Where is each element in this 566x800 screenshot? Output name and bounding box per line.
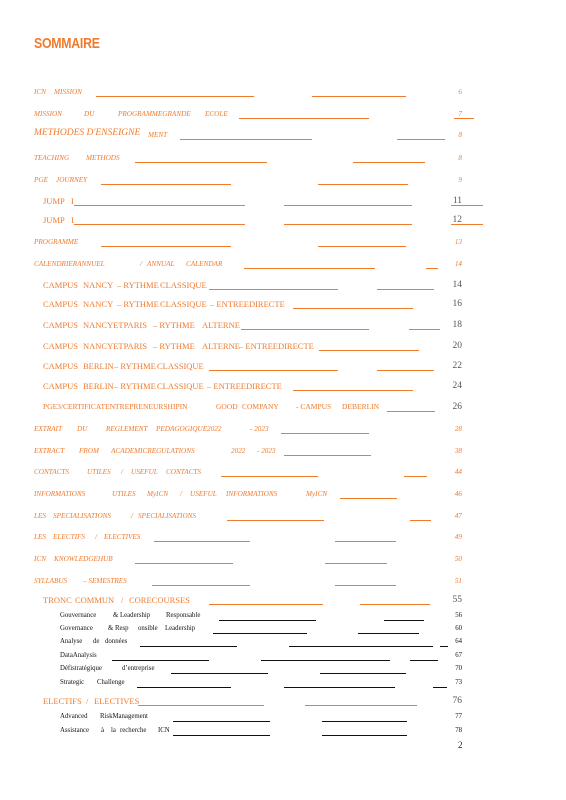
toc-entry[interactable] — [43, 340, 462, 352]
leader-line — [319, 350, 419, 351]
toc-entry-label: de — [93, 638, 100, 645]
toc-entry-label: NANCYETPARIS — [83, 320, 147, 330]
toc-entry-label: USEFUL — [131, 468, 158, 476]
toc-entry[interactable] — [34, 531, 462, 543]
toc-entry[interactable] — [34, 445, 462, 457]
toc-entry-page: 56 — [455, 612, 462, 619]
toc-entry-label: MENT — [148, 131, 168, 139]
leader-line — [409, 329, 440, 330]
leader-line — [289, 646, 433, 647]
toc-entry-label: Analyse — [60, 638, 83, 645]
toc-entry-label: DEBERLIN — [342, 402, 380, 411]
toc-entry-label: CAMPUS — [43, 320, 78, 330]
toc-entry-label: - CAMPUS — [296, 402, 332, 411]
toc-entry-label: CAMPUS — [43, 341, 78, 351]
toc-entry-label: KNOWLEDGEHUB — [54, 555, 113, 563]
toc-entry-label: TRONC — [43, 595, 72, 605]
toc-entry-label: COMMUN — [75, 595, 115, 605]
toc-entry-label: UTILES — [112, 490, 136, 498]
leader-line — [101, 246, 231, 247]
toc-entry-label: DU — [84, 110, 95, 118]
toc-entry-page: 76 — [452, 696, 462, 706]
toc-entry[interactable] — [60, 725, 462, 737]
toc-entry-label: ICN — [34, 555, 46, 563]
leader-line — [74, 224, 245, 225]
leader-line — [433, 687, 447, 688]
toc-entry-label: SPECIALISATIONS — [138, 512, 197, 520]
toc-entry-label: DU — [77, 425, 88, 433]
toc-entry-label: – ENTREEDIRECTE — [210, 299, 285, 309]
leader-line — [173, 721, 270, 722]
leader-line — [281, 433, 369, 434]
toc-entry-label: Advanced — [60, 713, 88, 720]
toc-entry-label: ELECTIFS — [53, 533, 85, 541]
leader-line — [138, 705, 264, 706]
toc-entry-label: JOURNEY — [56, 176, 88, 184]
leader-line — [325, 563, 387, 564]
toc-entry-label: – RYTHME — [153, 320, 195, 330]
toc-entry-label: I — [71, 196, 74, 206]
toc-entry-page: 70 — [455, 665, 462, 672]
leader-line — [360, 604, 430, 605]
toc-entry[interactable] — [43, 319, 462, 331]
toc-entry-label: – RYTHME — [117, 280, 159, 290]
leader-line — [340, 498, 397, 499]
leader-line — [209, 370, 338, 371]
toc-entry-page: 16 — [452, 299, 462, 309]
leader-line — [318, 184, 408, 185]
toc-entry[interactable] — [60, 663, 462, 675]
toc-entry-label: PEDAGOGIQUE2022 — [156, 425, 222, 433]
toc-entry[interactable] — [34, 510, 462, 522]
toc-entry-label: Responsable — [166, 612, 201, 619]
leader-line — [318, 246, 406, 247]
leader-line — [410, 520, 431, 521]
toc-entry-page: 13 — [454, 238, 462, 246]
toc-entry-page: 12 — [452, 215, 462, 225]
toc-entry-label: CAMPUS — [43, 361, 78, 371]
leader-line — [209, 604, 323, 605]
leader-line — [239, 118, 369, 119]
toc-entry-page: 49 — [454, 533, 462, 541]
toc-entry[interactable] — [43, 380, 462, 392]
toc-entry-page: 60 — [455, 625, 462, 632]
toc-entry[interactable] — [43, 360, 462, 372]
toc-entry[interactable] — [34, 488, 462, 500]
toc-entry-label: MISSION — [54, 88, 82, 96]
leader-line — [135, 162, 267, 163]
toc-entry-label: PROGRAMMEGRANDE — [118, 110, 191, 118]
toc-entry[interactable] — [34, 466, 462, 478]
toc-entry-page: 22 — [452, 361, 462, 371]
toc-entry-label: – RYTHME — [153, 341, 195, 351]
toc-entry-label: ALTERNE — [202, 341, 240, 351]
toc-entry[interactable] — [34, 236, 462, 248]
toc-entry-label: d’entreprise — [122, 665, 155, 672]
toc-entry-label: NANCYETPARIS — [83, 341, 147, 351]
leader-line — [440, 646, 448, 647]
toc-entry[interactable] — [60, 677, 462, 689]
toc-entry[interactable] — [60, 711, 462, 723]
leader-line — [322, 721, 407, 722]
toc-entry-page: 46 — [454, 490, 462, 498]
leader-line — [335, 541, 396, 542]
toc-entry-label: REGLEMENT — [106, 425, 148, 433]
toc-entry-label: JUMP — [43, 196, 65, 206]
leader-line — [284, 687, 395, 688]
toc-entry-label: COMPANY — [242, 402, 279, 411]
leader-line — [358, 633, 419, 634]
toc-entry-label: I — [71, 215, 74, 225]
toc-entry[interactable] — [60, 636, 462, 648]
leader-line — [284, 455, 371, 456]
leader-line — [293, 308, 413, 309]
toc-entry-label: CLASSIQUE — [157, 361, 204, 371]
leader-line — [261, 660, 390, 661]
toc-entry-label: CLASSIQUE — [157, 381, 204, 391]
toc-entry-label: BERLIN — [83, 361, 114, 371]
toc-entry-label: PGE — [34, 176, 48, 184]
toc-entry-label: CONTACTS — [34, 468, 70, 476]
toc-entry-label: USEFUL — [190, 490, 217, 498]
toc-entry-page: 50 — [454, 555, 462, 563]
toc-entry-label: MISSION — [34, 110, 62, 118]
toc-entry-label: LES — [34, 512, 46, 520]
toc-entry-page: 73 — [455, 679, 462, 686]
toc-entry[interactable] — [43, 298, 462, 310]
toc-entry-label: / — [180, 490, 182, 498]
toc-entry-label: à — [101, 727, 105, 734]
toc-entry-label: INFORMATIONS — [34, 490, 86, 498]
toc-entry[interactable] — [60, 623, 462, 635]
toc-entry-label: NANCY — [83, 299, 114, 309]
toc-entry-label: ELECTIVES — [94, 696, 140, 706]
toc-entry-label: LES — [34, 533, 46, 541]
leader-line — [137, 687, 231, 688]
leader-line — [152, 585, 250, 586]
toc-entry[interactable] — [43, 594, 462, 606]
toc-entry-label: – ENTREEDIRECTE — [207, 381, 282, 391]
toc-entry-label: EXTRACT — [34, 447, 65, 455]
leader-line — [135, 563, 233, 564]
toc-entry-label: / — [121, 595, 124, 605]
toc-entry-page: 8 — [458, 154, 462, 162]
toc-entry-label: UTILES — [87, 468, 111, 476]
toc-entry-label: Assistance — [60, 727, 90, 734]
toc-entry-label: DataAnalysis — [60, 652, 97, 659]
toc-entry-label: – RYTHME — [114, 361, 156, 371]
toc-entry-page: 7 — [458, 110, 462, 118]
toc-entry-page: 55 — [452, 595, 462, 605]
toc-entry-label: METHODS — [86, 154, 120, 162]
toc-entry[interactable] — [34, 258, 462, 270]
page-title: SOMMAIRE — [34, 35, 100, 52]
leader-line — [377, 370, 434, 371]
toc-entry-label: / — [95, 533, 97, 541]
toc-entry-label: - 2023 — [250, 425, 269, 433]
leader-line — [293, 390, 413, 391]
toc-entry-label: Governance — [60, 625, 93, 632]
toc-entry-label: PGE3/CERTIFICATENTREPRENEURSHIPIN — [43, 402, 188, 411]
toc-entry-label: & Leadership — [113, 612, 151, 619]
toc-entry-label: – SEMESTRES — [83, 577, 127, 585]
toc-entry-label: CAMPUS — [43, 381, 78, 391]
toc-entry-label: données — [105, 638, 128, 645]
toc-entry[interactable] — [34, 86, 462, 98]
toc-entry-label: CAMPUS — [43, 280, 78, 290]
toc-entry-label: NANCY — [83, 280, 114, 290]
toc-entry-page: 24 — [452, 381, 462, 391]
leader-line — [305, 705, 417, 706]
leader-line — [312, 96, 406, 97]
toc-entry-label: EXTRAIT — [34, 425, 62, 433]
toc-entry-label: CLASSIQUE — [160, 280, 207, 290]
toc-entry-label: ANNUAL — [147, 260, 175, 268]
toc-entry[interactable] — [34, 129, 462, 141]
toc-entry-label: MyICN — [306, 490, 328, 498]
toc-entry-page: 38 — [454, 447, 462, 455]
leader-line — [426, 268, 438, 269]
toc-entry-label: GOOD — [216, 402, 238, 411]
toc-entry-label: JUMP — [43, 215, 65, 225]
toc-entry-page: 64 — [455, 638, 462, 645]
toc-entry-label: / — [140, 260, 142, 268]
toc-entry-label: 2022 — [231, 447, 246, 455]
toc-entry-label: CLASSIQUE — [160, 299, 207, 309]
toc-entry-label: ELECTIFS — [43, 696, 82, 706]
toc-entry-label: Strategic — [60, 679, 85, 686]
toc-entry-label: & Resp — [108, 625, 129, 632]
toc-entry-label: / — [86, 696, 89, 706]
toc-entry[interactable] — [34, 423, 462, 435]
toc-entry-page: 20 — [452, 341, 462, 351]
toc-entry-label: CAMPUS — [43, 299, 78, 309]
page-number: 2 — [458, 740, 463, 750]
leader-line — [74, 205, 245, 206]
toc-entry-label: PROGRAMME — [34, 238, 79, 246]
toc-entry-label: Leadership — [165, 625, 196, 632]
leader-line — [320, 673, 406, 674]
leader-line — [353, 162, 425, 163]
leader-line — [112, 660, 209, 661]
leader-line — [335, 585, 396, 586]
toc-entry-page: 8 — [458, 131, 462, 139]
toc-entry[interactable] — [34, 174, 462, 186]
toc-entry-label: - 2023 — [257, 447, 276, 455]
toc-entry-label: BERLIN — [83, 381, 114, 391]
toc-entry-page: 14 — [452, 280, 462, 290]
toc-entry-label: onsible — [138, 625, 158, 632]
toc-entry-label: ALTERNE — [202, 320, 240, 330]
toc-entry-page: 9 — [458, 176, 462, 184]
toc-entry-label: SPECIALISATIONS — [53, 512, 112, 520]
toc-entry[interactable] — [34, 108, 462, 120]
toc-entry-label: CALENDAR — [186, 260, 223, 268]
toc-entry-page: 78 — [455, 727, 462, 734]
toc-entry-label: / — [131, 512, 133, 520]
toc-entry[interactable] — [34, 553, 462, 565]
toc-entry[interactable] — [43, 195, 462, 207]
toc-entry-label: – RYTHME — [117, 299, 159, 309]
toc-entry-page: 44 — [454, 468, 462, 476]
toc-entry-label: TEACHING — [34, 154, 70, 162]
toc-entry[interactable] — [43, 279, 462, 291]
toc-entry-label: FROM — [79, 447, 99, 455]
leader-line — [410, 660, 438, 661]
leader-line — [96, 96, 254, 97]
toc-entry-page: 26 — [452, 402, 462, 412]
leader-line — [284, 205, 412, 206]
leader-line — [404, 476, 427, 477]
toc-entry[interactable] — [34, 152, 462, 164]
toc-entry-page: 14 — [454, 260, 462, 268]
toc-entry-label: CORECOURSES — [129, 595, 190, 605]
toc-entry-label: Défistratégique — [60, 665, 102, 672]
toc-entry[interactable] — [34, 575, 462, 587]
toc-entry-label: – RYTHME — [114, 381, 156, 391]
leader-line — [221, 476, 318, 477]
leader-line — [101, 184, 231, 185]
toc-entry-label: ICN — [34, 88, 46, 96]
toc-entry-label: INFORMATIONS — [226, 490, 278, 498]
toc-entry-page: 47 — [454, 512, 462, 520]
toc-entry-label: SYLLABUS — [34, 577, 68, 585]
leader-line — [180, 139, 312, 140]
toc-entry-page: 77 — [455, 713, 462, 720]
leader-line — [377, 289, 434, 290]
leader-line — [213, 633, 307, 634]
toc-entry-page: 11 — [452, 196, 462, 206]
toc-entry-label: ELECTIVES — [104, 533, 141, 541]
leader-line — [209, 289, 338, 290]
toc-entry[interactable] — [43, 695, 462, 707]
leader-line — [244, 268, 375, 269]
toc-entry-label: RiskManagement — [100, 713, 148, 720]
leader-line — [384, 620, 424, 621]
toc-entry-label: METHODES D'ENSEIGNE — [34, 128, 141, 138]
leader-line — [241, 329, 369, 330]
leader-line — [454, 118, 474, 119]
toc-entry-page: 18 — [452, 320, 462, 330]
leader-line — [219, 620, 316, 621]
leader-line — [322, 735, 407, 736]
leader-line — [171, 673, 268, 674]
toc-entry-label: CONTACTS — [166, 468, 202, 476]
toc-entry-label: la — [111, 727, 116, 734]
toc-entry-page: 51 — [454, 577, 462, 585]
toc-entry-page: 28 — [454, 425, 462, 433]
toc-entry-label: ACADEMICREGULATIONS — [111, 447, 195, 455]
toc-entry-label: Gouvernance — [60, 612, 97, 619]
toc-entry[interactable] — [43, 401, 462, 413]
leader-line — [227, 520, 324, 521]
toc-entry-label: MyICN — [147, 490, 169, 498]
leader-line — [397, 139, 445, 140]
leader-line — [154, 541, 250, 542]
leader-line — [284, 224, 412, 225]
toc-entry-label: ICN — [158, 727, 170, 734]
toc-entry-label: ECOLE — [205, 110, 228, 118]
toc-entry-label: recherche — [120, 727, 147, 734]
toc-entry-label: CALENDRIERANNUEL — [34, 260, 105, 268]
toc-entry[interactable] — [43, 214, 462, 226]
leader-line — [140, 646, 237, 647]
toc-entry-page: 67 — [455, 652, 462, 659]
toc-entry-page: 6 — [458, 88, 462, 96]
toc-entry-label: / — [121, 468, 123, 476]
toc-entry-label: – ENTREEDIRECTE — [239, 341, 314, 351]
leader-line — [387, 411, 435, 412]
leader-line — [173, 735, 270, 736]
toc-entry-label: Challenge — [97, 679, 125, 686]
toc-entry[interactable] — [60, 650, 462, 662]
toc-entry[interactable] — [60, 610, 462, 622]
